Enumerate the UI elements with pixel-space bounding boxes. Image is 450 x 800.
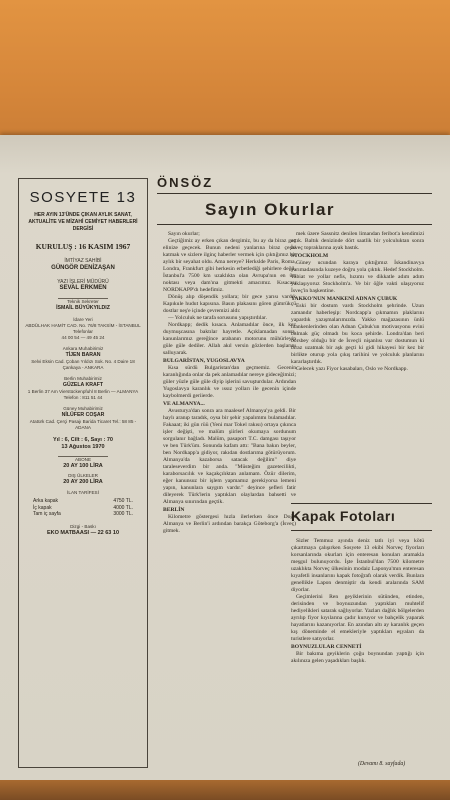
magazine-subtitle: HER AYIN 13'ÜNDE ÇIKAN AYLIK SANAT, AKTUALİTE VE MİZAHİ CEMİYET HABERLERİ DERGİSİ bbox=[28, 212, 138, 232]
ankara-name: TİJEN BARAN bbox=[65, 352, 101, 358]
editor-name: SEVAL ERKMEN bbox=[59, 285, 107, 291]
continued-note: (Devamı 8. sayfada) bbox=[358, 761, 406, 767]
phones-label: Telefonlar bbox=[73, 329, 93, 334]
paragraph: mek üzere Sassnitz denilen limandan feribot'a kendimizi attık. Baltık denizinde dört saatlik bir yolculuktan sonra İsveç topraklarına ayak bastık. bbox=[291, 231, 424, 251]
kapak-column bbox=[291, 538, 424, 776]
paragraph: Dönüş alıp döşendik yollara; bir gece yarısı vardık Kapıkule hudut kapısına. Basın plakasını gören gümrükçü dostlar neş'e içinde çevremizi aldı: bbox=[163, 294, 296, 314]
printer: EKO MATBAASI — 22 63 10 bbox=[46, 529, 120, 536]
kapak-rule bbox=[291, 530, 432, 531]
subheading: STOCKHOLM bbox=[291, 253, 329, 259]
orange-wall-background bbox=[0, 0, 450, 150]
issue-date: 13 Ağustos 1970 bbox=[61, 443, 105, 450]
berlin-address: 1 Berlin 37 Am Vierstückenpfuhl 8 Berlin — ALMANYA bbox=[27, 389, 139, 394]
admin-address: ABDÜLHAK HAMİT CAD. No. 76/8 TAKSİM - İSTANBUL bbox=[25, 323, 141, 328]
ankara-address: Selvi Eksin Cad. Çoban Yıldızı Sok. No. 4 Daire 18 Çankaya - ANKARA bbox=[31, 359, 135, 370]
paragraph: Geçimlerini Ren geyiklerinin sütünden, etinden, derisinden ve boynuzundan yaptıkları muhtelif hediyelikleri satarak sağlıyorlar. Yazları dağlık bölgelerden ayrılıp fiyor kıyılarına çadır kuruyor ve bahçelik yaparak hayatlarını kazanıyorlar. En azından altı ay karanlık geçen kış döneminde el emekleriyle yaptıkları eşyaları da turistlere satıyorlar. bbox=[291, 594, 424, 642]
table-edge bbox=[0, 780, 450, 800]
header-rule bbox=[157, 193, 432, 194]
paragraph: Sayın okurlar; bbox=[168, 231, 200, 237]
tariff-row: İç kapak 4000 TL. bbox=[33, 504, 133, 511]
owner-label: İMTİYAZ SAHİBİ bbox=[64, 258, 102, 264]
subheading: BULGARİSTAN, YUGOSLAVYA bbox=[163, 358, 245, 364]
paragraph: Nordkapp; dedik kısaca. Anlamadılar önce, ilk kez duymuşcasına baktılar hayretle. Açıklamadan sonra, kanunlarımız gereğince arabanın motorunu mühürleyip güle güle dediler. Allah akıl versin gözlerden başlarını salluyarak. bbox=[163, 322, 296, 356]
abroad-label: DIŞ ÜLKELER bbox=[68, 472, 98, 478]
tariff-row: Arka kapak 4750 TL. bbox=[33, 498, 133, 504]
berlin-name: GÜZELA KRAFT bbox=[62, 382, 104, 388]
issue-number: Yıl : 6, Cilt : 6, Sayı : 70 bbox=[53, 437, 113, 443]
adana-name: NİLÜFER COŞAR bbox=[61, 412, 105, 418]
kapak-fotolari-title: Kapak Fotoları bbox=[291, 508, 396, 524]
berlin-phone: Telefon : 811 51 44 bbox=[63, 395, 103, 400]
subheading: BERLİN bbox=[163, 507, 185, 513]
paragraph: Avusturya'dan sonra ara maalesef Almanya'ya geldi. Bir haylı aranıp taradık, oysa bir şehir yapalımmı bulamadılar. Fakaaat; iki gün rüü (Yeni mar Tokel rakısı) ortaya çıkınca işler değişti, ve malüm şiirleri okumaya sordunum sorgulanır bağladı. Malüm, pasaport T.C. damgası taşıyor ve ben Türk'üm. Sonunda kafam attı: "Bana bakın beyler, ben Nordkapp'a gidiyor, rakıdan dostlarıma götürüyorum. Almanya'da kazaborsa satacak değilim" diye taraleseverdim bir anda. "Müsteğim gazetecilikti, karaborsacılık ve kaçakçılıktan anlamam. Özür dilerim, eğer kanunsuz bir işlem yapmamız gerekiyorsa lemeni yapın, kanunlara saygım vardır." deyince şefleri fatir dileyerek Türk'lerin yaptıkları olaylardan bahsetti ve Almanya sınırından geçtik. bbox=[163, 408, 296, 505]
magazine-title: SOSYETE 13 bbox=[29, 189, 137, 206]
tech-label: Teknik Sekreter bbox=[67, 299, 99, 304]
paragraph: Gelecek yazı Fiyor kasabaları, Oslo ve Nordkapp. bbox=[296, 366, 408, 372]
paragraph: Eski bir dostum vardı Stockholm şehrinde. Uzun zamandır haberleşip: Nordcapp'a çıkmamın plaklarını yapardık yazışmalarımızda. Yakko mağazasının ünlü mankenlerinden olan Adnan Çubuk'un motivasyonu evini bulmak güç olmadı bu koca şehirde. Londra'dan beri borsbey olduğu bir de İsveçli nişanlısı var dostumun ki biraz uzatmak bir aşk geçti ki gidi hikayesi bir kez bir birlikte oturup yola çıkış tarihini ve yolculuk planlarını kararlaştırdık. bbox=[291, 303, 424, 365]
paragraph: — Yolculuk ne tarafa sorusunu yapıştırdılar. bbox=[168, 315, 267, 321]
paragraph: Kısa sürdü Bulgaristan'dan geçmemiz. Gecenin karanlığında onlar da pek anlamadılar nereye gideceğimizi; güler yüzle güle güle diyip işlerini savuşturdular. Ardından Yugoslavya karanlık ve ıssız yolları ile gecenin içinde kaybolmerdi geriierde. bbox=[163, 365, 296, 399]
phones: 44 00 54 — 49 45 24 bbox=[61, 335, 105, 340]
subheading: BOYNUZLULAR CENNETİ bbox=[291, 644, 362, 650]
article-headline: Sayın Okurlar bbox=[205, 200, 336, 219]
founded-date: KURULUŞ : 16 KASIM 1967 bbox=[35, 242, 131, 251]
abroad-price: 20 AY 200 LİRA bbox=[63, 478, 103, 485]
paragraph: Geçtiğimiz ay erken çıkan dergimiz, bu ay da biraz geç elinize geçecek. Bunun nedeni yanlarına biraz çeşni katmak ve sizlere ilginç haberler vermek için çıktığımız bir aylık bir seyahat oldu. Ama nereye? Herkslde Paris, Roma, Londra, Frankfurt gibi herkesin erbetlediği şehirlere değil. İstanbul'a 7500 km uzaklıkta olan Avrupa'nın en üst noktası veya dam'ına gitmekti amacımız. Kısacası NORDKAPP'dı hedefimiz. bbox=[163, 238, 296, 293]
print-label: Dizgi - Baskı bbox=[70, 523, 96, 529]
paragraph: Kilometre göstergesi hızla ilerlerken önce Doğu Almanya ve Berlin'i ardından barakça Göteborg'a (İsveç) gitmek. bbox=[163, 514, 296, 534]
subheading: YAKKO'NUN MANKENİ ADNAN ÇUBUK bbox=[291, 296, 398, 302]
tariff-label: İLAN TARİFESİ bbox=[67, 490, 99, 495]
subheading: VE ALMANYA... bbox=[163, 401, 205, 407]
tariff-table bbox=[33, 498, 133, 518]
section-title: ÖNSÖZ bbox=[157, 175, 214, 190]
adana-label: Güney Muhabirimiz bbox=[63, 406, 103, 411]
ankara-label: Ankara Muhabirimiz bbox=[62, 346, 104, 351]
kapak-rule bbox=[291, 503, 432, 504]
article-column-2 bbox=[291, 231, 424, 484]
masthead-box bbox=[18, 178, 148, 768]
tech-name: İSMAİL BÜYÜKYILDIZ bbox=[56, 305, 110, 311]
paragraph: Bir bakıma geyiklerin çoğu boynundan yaptığı için akılınıza gelen yaşadıkları başlık. bbox=[291, 651, 424, 664]
subscription-label: ABONE bbox=[74, 457, 92, 462]
berlin-label: Berlin Muhabirimiz bbox=[64, 376, 102, 381]
owner-name: GÜNGÖR DENİZAŞAN bbox=[51, 264, 115, 271]
editor-label: YAZI İŞLERİ MÜDÜRÜ bbox=[57, 278, 109, 285]
header-rule bbox=[157, 224, 432, 225]
admin-label: İdare Yeri bbox=[73, 317, 93, 322]
article-column-1 bbox=[163, 231, 296, 776]
paragraph: Sizler Temmuz ayında deniz tatlı iyi veya kötü çıkartmaya çalışırken Sosyete 13 ekibi Norveç fiyorları korsanlarında okurları için enteresan konuları aramakla meşgul bulunuyordu. İşte İstanbul'dan 7500 kilometre uzaklıkta Norveç ülkesinin modaiz Laponya'mın enteresan kıyafetli insanlarını kapak fotoğrafı olarak verdik. Bunlara genellikle Lapon denmiştir da kendi aralarında SAM diyorlar. bbox=[291, 538, 424, 593]
paragraph: Güney ucundan karaya çıktığımız İskandinavya yarımadasında kuzeye doğru yola çıktık. Hedef Stockholm. Tabiat ve yollar nefis, hızımı ve dikkatle adım adım yaklaşıyoruz Stockholm'a. Ve bir öğle vakti ulaşıyoruz İsveç'in başkentine. bbox=[291, 260, 424, 294]
adana-address: Atatürk Cad. Çerçi Pasajı Barida Ticaret Tel.: 58 85 - ADANA bbox=[29, 419, 137, 430]
tariff-row: Tam iç sayfa 3000 TL. bbox=[33, 511, 133, 517]
subscription-price: 20 AY 100 LİRA bbox=[63, 463, 103, 469]
